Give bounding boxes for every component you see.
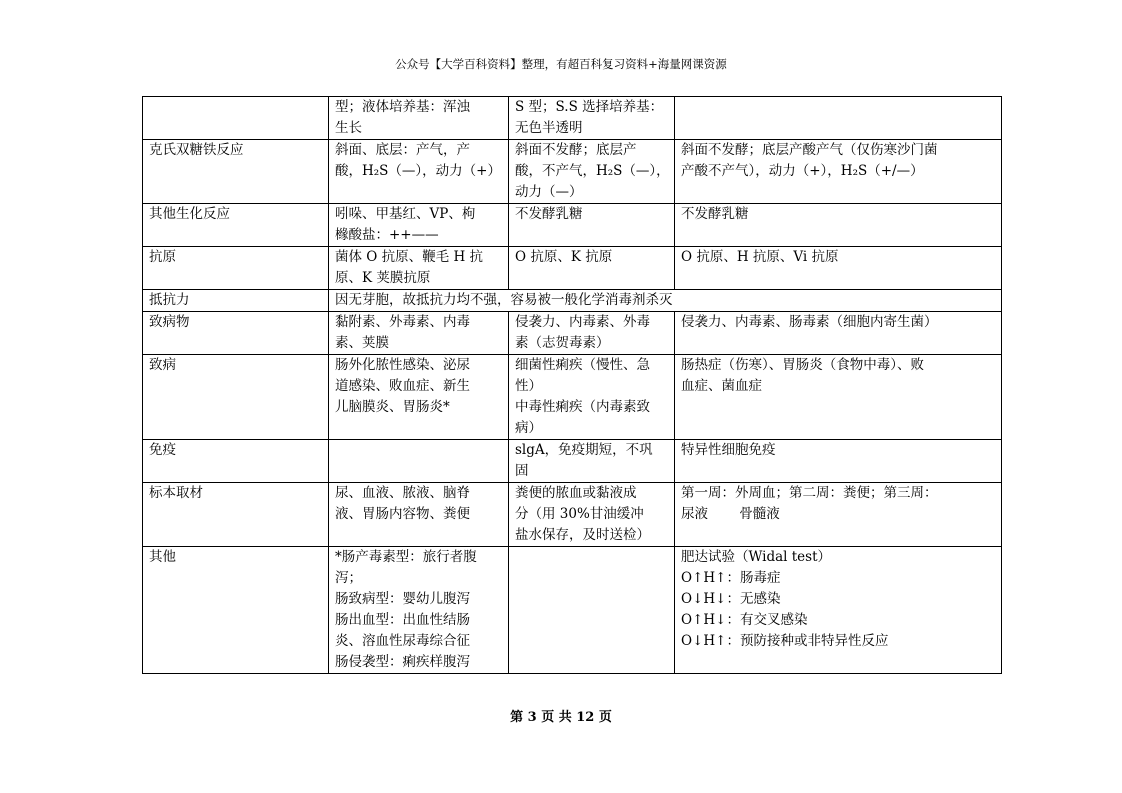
- row-label: 抵抗力: [143, 290, 329, 312]
- table-cell: O 抗原、K 抗原: [509, 247, 675, 290]
- table-row: [143, 440, 1002, 483]
- table-row: [143, 97, 1002, 140]
- table-row: [143, 355, 1002, 440]
- table-cell: 特异性细胞免疫: [675, 440, 1002, 483]
- table-cell: 菌体 O 抗原、鞭毛 H 抗 原、K 荚膜抗原: [329, 247, 509, 290]
- row-label: 克氏双糖铁反应: [143, 140, 329, 204]
- table-cell: slgA，免疫期短，不巩 固: [509, 440, 675, 483]
- table-cell: 侵袭力、内毒素、肠毒素（细胞内寄生菌）: [675, 312, 1002, 355]
- table-row: [143, 547, 1002, 674]
- table-cell: [509, 547, 675, 674]
- page-number: 第 3 页 共 12 页: [510, 710, 612, 725]
- table-cell: 斜面、底层：产气，产 酸，H₂S（—），动力（+）: [329, 140, 509, 204]
- table-cell: 不发酵乳糖: [675, 204, 1002, 247]
- table-cell: 粪便的脓血或黏液成 分（用 30%甘油缓冲 盐水保存，及时送检）: [509, 483, 675, 547]
- table-cell: 细菌性痢疾（慢性、急 性） 中毒性痢疾（内毒素致 病）: [509, 355, 675, 440]
- table-cell: 斜面不发酵；底层产酸产气（仅伤寒沙门菌 产酸不产气），动力（+），H₂S（+/—）: [675, 140, 1002, 204]
- row-label: 致病物: [143, 312, 329, 355]
- row-label: 致病: [143, 355, 329, 440]
- table-row: [143, 312, 1002, 355]
- merged-cell: 因无芽胞，故抵抗力均不强，容易被一般化学消毒剂杀灭: [329, 290, 1002, 312]
- table-cell: 第一周：外周血；第二周：粪便；第三周： 尿液 骨髓液: [675, 483, 1002, 547]
- table-cell: *肠产毒素型：旅行者腹 泻； 肠致病型：婴幼儿腹泻 肠出血型：出血性结肠 炎、溶血性尿毒综合征 肠侵袭型：痢疾样腹泻: [329, 547, 509, 674]
- row-label: 其他: [143, 547, 329, 674]
- table-cell: [329, 440, 509, 483]
- row-label: 其他生化反应: [143, 204, 329, 247]
- table-cell: 肠外化脓性感染、泌尿 道感染、败血症、新生 儿脑膜炎、胃肠炎*: [329, 355, 509, 440]
- table-cell: S 型；S.S 选择培养基： 无色半透明: [509, 97, 675, 140]
- table-row: [143, 247, 1002, 290]
- table-row: [143, 290, 1002, 312]
- table-cell: 黏附素、外毒素、内毒 素、荚膜: [329, 312, 509, 355]
- table-row: [143, 140, 1002, 204]
- table-cell: 型；液体培养基：浑浊 生长: [329, 97, 509, 140]
- table-cell: 肠热症（伤寒）、胃肠炎（食物中毒）、败 血症、菌血症: [675, 355, 1002, 440]
- table-cell: [143, 97, 329, 140]
- row-label: 标本取材: [143, 483, 329, 547]
- table-cell: [675, 97, 1002, 140]
- row-label: 免疫: [143, 440, 329, 483]
- table-cell: 不发酵乳糖: [509, 204, 675, 247]
- bacteria-comparison-table: [142, 96, 1002, 674]
- table-row: [143, 204, 1002, 247]
- table-cell: 肥达试验（Widal test） O↑H↑：肠毒症 O↓H↓：无感染 O↑H↓：有交叉感染 O↓H↑：预防接种或非特异性反应: [675, 547, 1002, 674]
- row-label: 抗原: [143, 247, 329, 290]
- table-cell: 吲哚、甲基红、VP、枸 橼酸盐：++——: [329, 204, 509, 247]
- table-cell: 斜面不发酵；底层产 酸，不产气，H₂S（—）， 动力（—）: [509, 140, 675, 204]
- table-cell: 侵袭力、内毒素、外毒 素（志贺毒素）: [509, 312, 675, 355]
- page-header: 公众号【大学百科资料】整理，有超百科复习资料+海量网课资源: [395, 57, 727, 71]
- table-row: [143, 483, 1002, 547]
- table-cell: 尿、血液、脓液、脑脊 液、胃肠内容物、粪便: [329, 483, 509, 547]
- table-cell: O 抗原、H 抗原、Vi 抗原: [675, 247, 1002, 290]
